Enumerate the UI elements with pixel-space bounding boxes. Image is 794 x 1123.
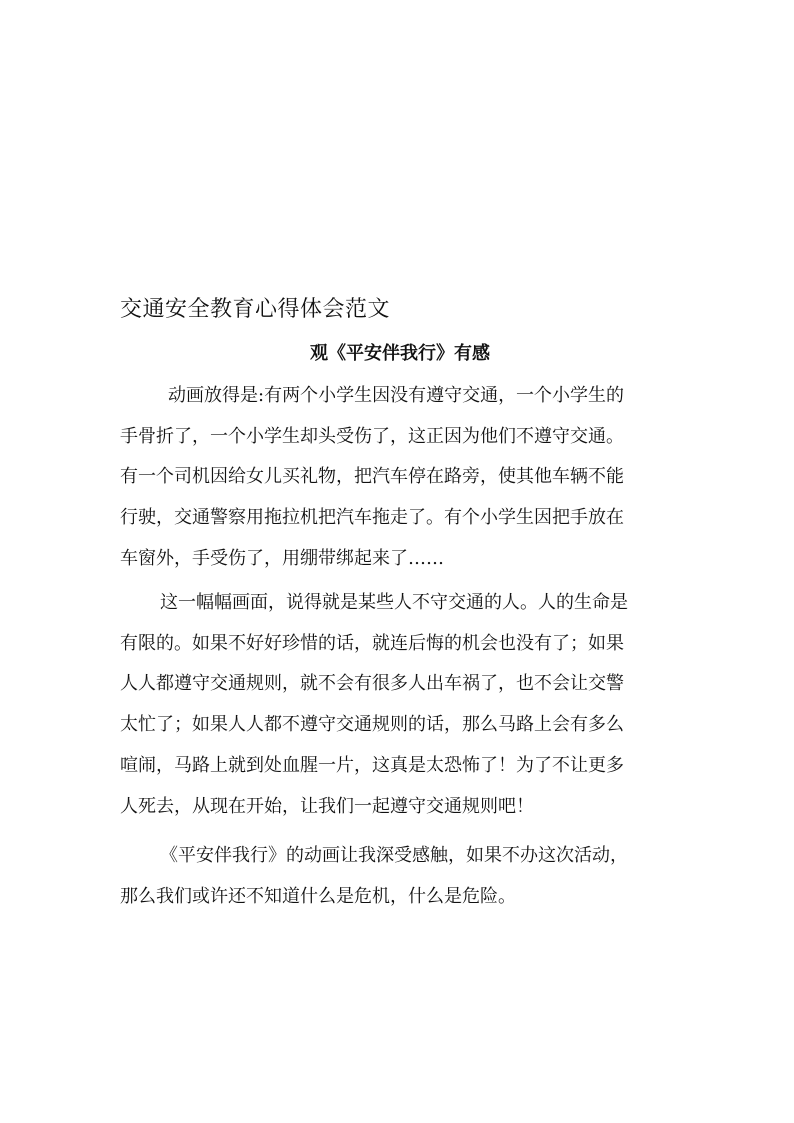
paragraph-line: 手骨折了，一个小学生却头受伤了，这正因为他们不遵守交通。 [120,425,624,447]
paragraph-line: 动画放得是:有两个小学生因没有遵守交通，一个小学生的 [168,385,625,406]
paragraph-line: 这一幅幅画面，说得就是某些人不守交通的人。人的生命是 [160,592,628,613]
paragraph-line: 太忙了；如果人人都不遵守交通规则的话，那么马路上会有多么 [120,714,624,736]
paragraph-line: 喧闹，马路上就到处血腥一片，这真是太恐怖了！为了不让更多 [120,754,624,776]
paragraph-line: 人死去，从现在开始，让我们一起遵守交通规则吧！ [120,795,534,817]
paragraph-3 [120,836,680,917]
paragraph-line: 人人都遵守交通规则，就不会有很多人出车祸了，也不会让交警 [120,673,624,695]
paragraph-line: 车窗外，手受伤了，用绷带绑起来了…… [120,547,444,569]
paragraph-2 [120,583,680,827]
document-title: 交通安全教育心得体会范文 [120,297,391,322]
paragraph-1 [120,376,680,580]
paragraph-line: 行驶，交通警察用拖拉机把汽车拖走了。有个小学生因把手放在 [120,507,624,529]
paragraph-line: 那么我们或许还不知道什么是危机，什么是危险。 [120,885,516,907]
essay-subtitle: 观《平安伴我行》有感 [310,343,490,364]
paragraph-line: 有一个司机因给女儿买礼物，把汽车停在路旁，使其他车辆不能 [120,466,624,488]
paragraph-line: 《平安伴我行》的动画让我深受感触，如果不办这次活动， [160,845,628,866]
paragraph-line: 有限的。如果不好好珍惜的话，就连后悔的机会也没有了；如果 [120,632,624,654]
